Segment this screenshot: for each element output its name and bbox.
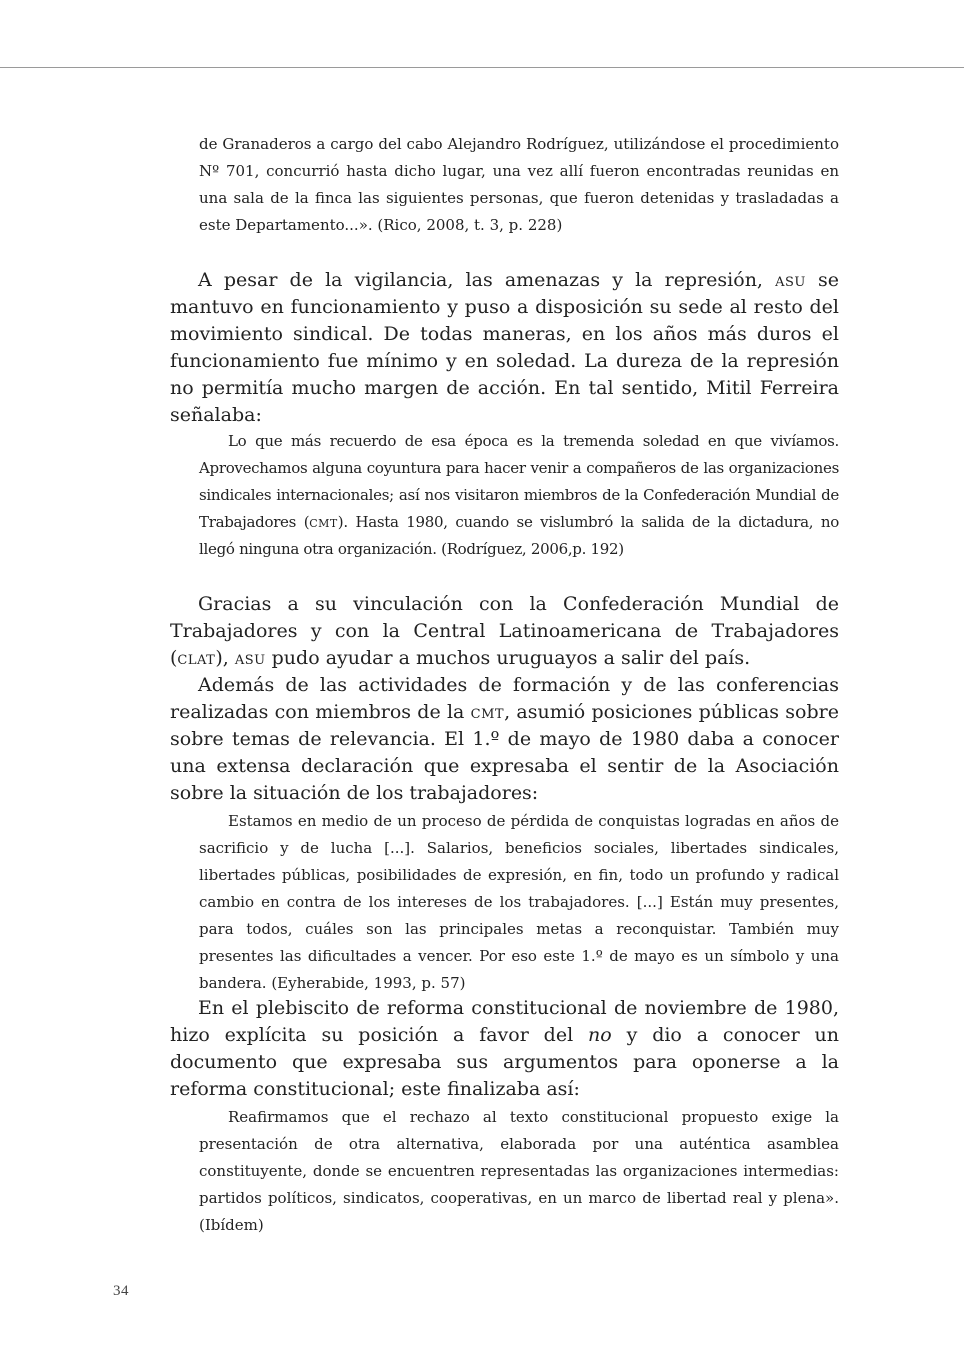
paragraph-text: En el plebiscito de reforma constitucional de noviembre de 1980, hizo explícita su posición a favor del: [170, 997, 839, 1046]
quote-rico-text: de Granaderos a cargo del cabo Alejandro Rodríguez, utilizándose el procedimiento Nº 701, concurrió hasta dicho lugar, una vez allí fueron encontradas reunidas en una sala de la finca las siguientes personas, que fueron detenidas y trasladadas a este Departamento...». (Rico, 2008, t. 3, p. 228): [199, 135, 839, 234]
abbreviation-clat: clat: [177, 647, 216, 669]
quote-text: Reafirmamos que el rechazo al texto constitucional propuesto exige la presentación de otra alternativa, elaborada por una auténtica asamblea constituyente, donde se encuentren representadas las organizaciones intermedias: partidos políticos, sindicatos, cooperativas, en un marco de libertad real y plena».(Ibídem): [199, 1108, 839, 1234]
paragraph-text: Además de las actividades de formación y de las conferencias realizadas con miembros de la: [170, 674, 839, 723]
block-quote-eyherabide: [199, 808, 839, 997]
quote-text: Estamos en medio de un proceso de pérdida de conquistas logradas en años de sacrificio y de lucha [...]. Salarios, beneficios sociales, libertades sindicales, libertades públicas, posibilidades de expresión, en fin, todo un profundo y radical cambio en contra de los intereses de los trabajadores. [...] Están muy presentes, para todos, cuáles son las principales metas a reconquistar. También muy presentes las dificultades a vencer. Por eso este 1.º de mayo es un símbolo y una bandera. (Eyherabide, 1993, p. 57): [199, 812, 839, 992]
quote-text: Lo que más recuerdo de esa época es la tremenda soledad en que vivíamos. Aprovechamos alguna coyuntura para hacer venir a compañeros de las organizaciones sindicales internacionales; así nos visitaron miembros de la Confederación Mundial de Trabajadores (: [199, 432, 839, 531]
paragraph-text: , asumió posiciones públicas sobre sobre temas de relevancia. El 1.º de mayo de 1980 daba a conocer una extensa declaración que expresaba el sentir de la Asociación sobre la situación de los trabajadores:: [170, 701, 839, 804]
page-number: 34: [113, 1283, 129, 1299]
paragraph-text: y dio a conocer un documento que expresaba sus argumentos para oponerse a la reforma constitucional; este finalizaba así:: [170, 1024, 839, 1100]
block-quote-ferreira: [199, 428, 839, 563]
paragraph-text: ),: [215, 647, 235, 669]
quote-text: ). Hasta 1980, cuando se vislumbró la salida de la dictadura, no llegó ninguna otra organización. (Rodríguez, 2006,p. 192): [199, 513, 839, 558]
paragraph-actividades: [170, 672, 839, 807]
abbreviation-asu: asu: [775, 269, 806, 291]
paragraph-text: pudo ayudar a muchos uruguayos a salir del país.: [265, 647, 751, 669]
paragraph-vigilancia: [170, 267, 839, 429]
paragraph-vinculacion: [170, 591, 839, 672]
block-quote-ibidem: [199, 1104, 839, 1239]
emphasis-no: no: [588, 1024, 612, 1046]
paragraph-text: A pesar de la vigilancia, las amenazas y la represión,: [198, 269, 776, 291]
paragraph-text: Gracias a su vinculación con la Confederación Mundial de Trabajadores y con la Central Latinoamericana de Trabajadores (: [170, 593, 839, 669]
abbreviation-cmt: cmt: [309, 513, 338, 531]
header-rule: [0, 67, 964, 68]
abbreviation-cmt: cmt: [470, 701, 505, 723]
paragraph-text: se mantuvo en funcionamiento y puso a disposición su sede al resto del movimiento sindical. De todas maneras, en los años más duros el funcionamiento fue mínimo y en soledad. La dureza de la represión no permitía mucho margen de acción. En tal sentido, Mitil Ferreira señalaba:: [170, 269, 839, 426]
block-quote-rico: [199, 131, 839, 239]
paragraph-plebiscito: [170, 995, 839, 1103]
abbreviation-asu: asu: [234, 647, 266, 669]
